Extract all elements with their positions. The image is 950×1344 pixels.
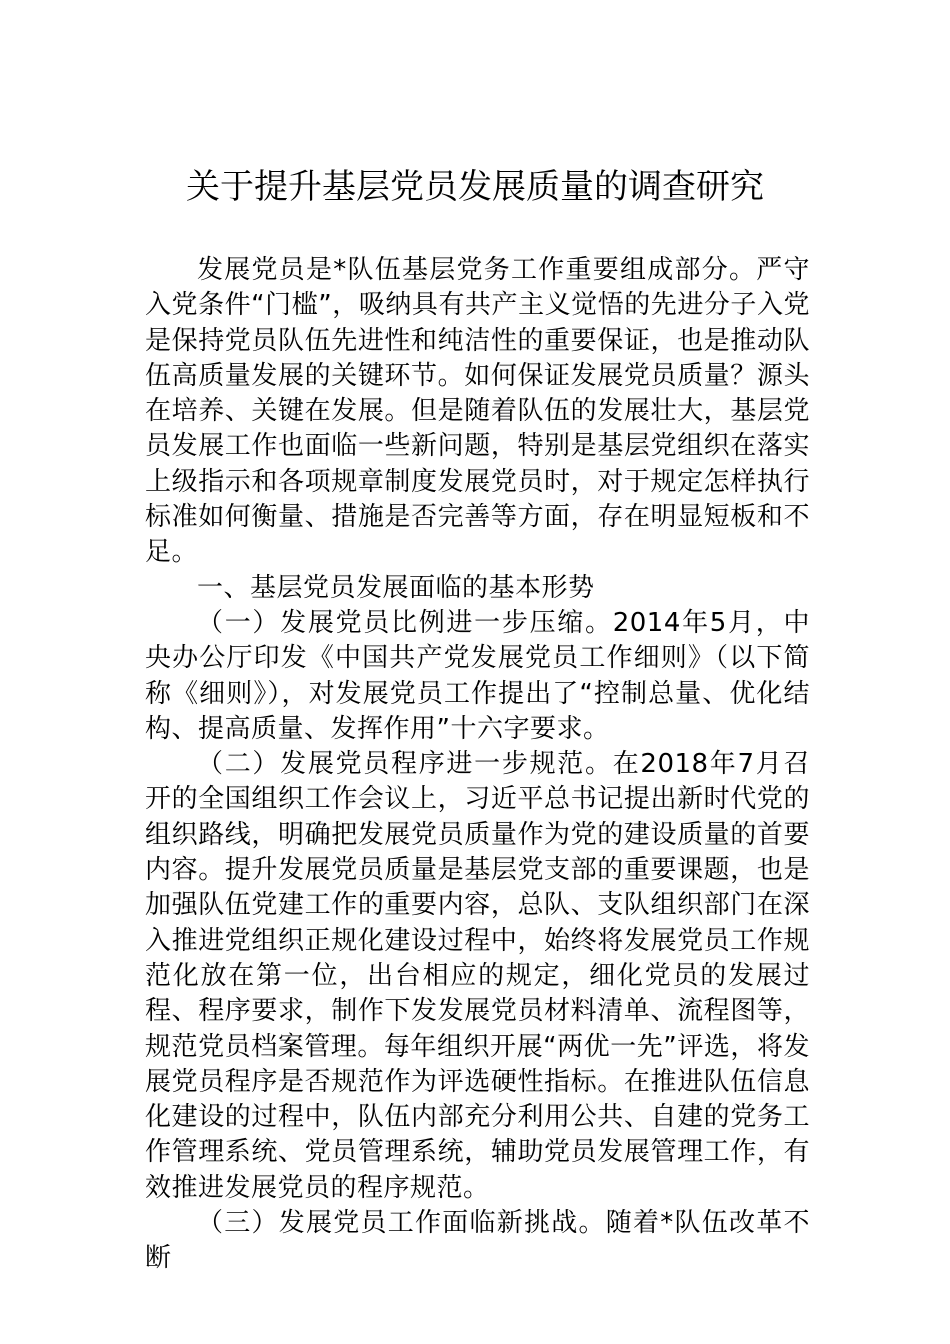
paragraph-subsection-1: （一）发展党员比例进一步压缩。2014年5月，中央办公厅印发《中国共产党发展党员工作细则》（以下简称《细则》），对发展党员工作提出了“控制总量、优化结构、提高质量、发挥作用”十六字要求。	[145, 607, 810, 744]
paragraph-intro: 发展党员是*队伍基层党务工作重要组成部分。严守入党条件“门槛”，吸纳具有共产主义觉悟的先进分子入党是保持党员队伍先进性和纯洁性的重要保证，也是推动队伍高质量发展的关键环节。如何保证发展党员质量？源头在培养、关键在发展。但是随着队伍的发展壮大，基层党员发展工作也面临一些新问题，特别是基层党组织在落实上级指示和各项规章制度发展党员时，对于规定怎样执行标准如何衡量、措施是否完善等方面，存在明显短板和不足。	[145, 255, 810, 568]
document-title: 关于提升基层党员发展质量的调查研究	[186, 167, 764, 207]
document-body	[145, 253, 810, 1277]
paragraph-subsection-2: （二）发展党员程序进一步规范。在2018年7月召开的全国组织工作会议上，习近平总书记提出新时代党的组织路线，明确把发展党员质量作为党的建设质量的首要内容。提升发展党员质量是基层党支部的重要课题，也是加强队伍党建工作的重要内容，总队、支队组织部门在深入推进党组织正规化建设过程中，始终将发展党员工作规范化放在第一位，出台相应的规定，细化党员的发展过程、程序要求，制作下发发展党员材料清单、流程图等，规范党员档案管理。每年组织开展“两优一先”评选，将发展党员程序是否规范作为评选硬性指标。在推进队伍信息化建设的过程中，队伍内部充分利用公共、自建的党务工作管理系统、党员管理系统，辅助党员发展管理工作，有效推进发展党员的程序规范。	[145, 749, 810, 1203]
section-heading-1: 一、基层党员发展面临的基本形势	[197, 572, 595, 603]
paragraph-subsection-3: （三）发展党员工作面临新挑战。随着*队伍改革不断	[145, 1208, 810, 1274]
